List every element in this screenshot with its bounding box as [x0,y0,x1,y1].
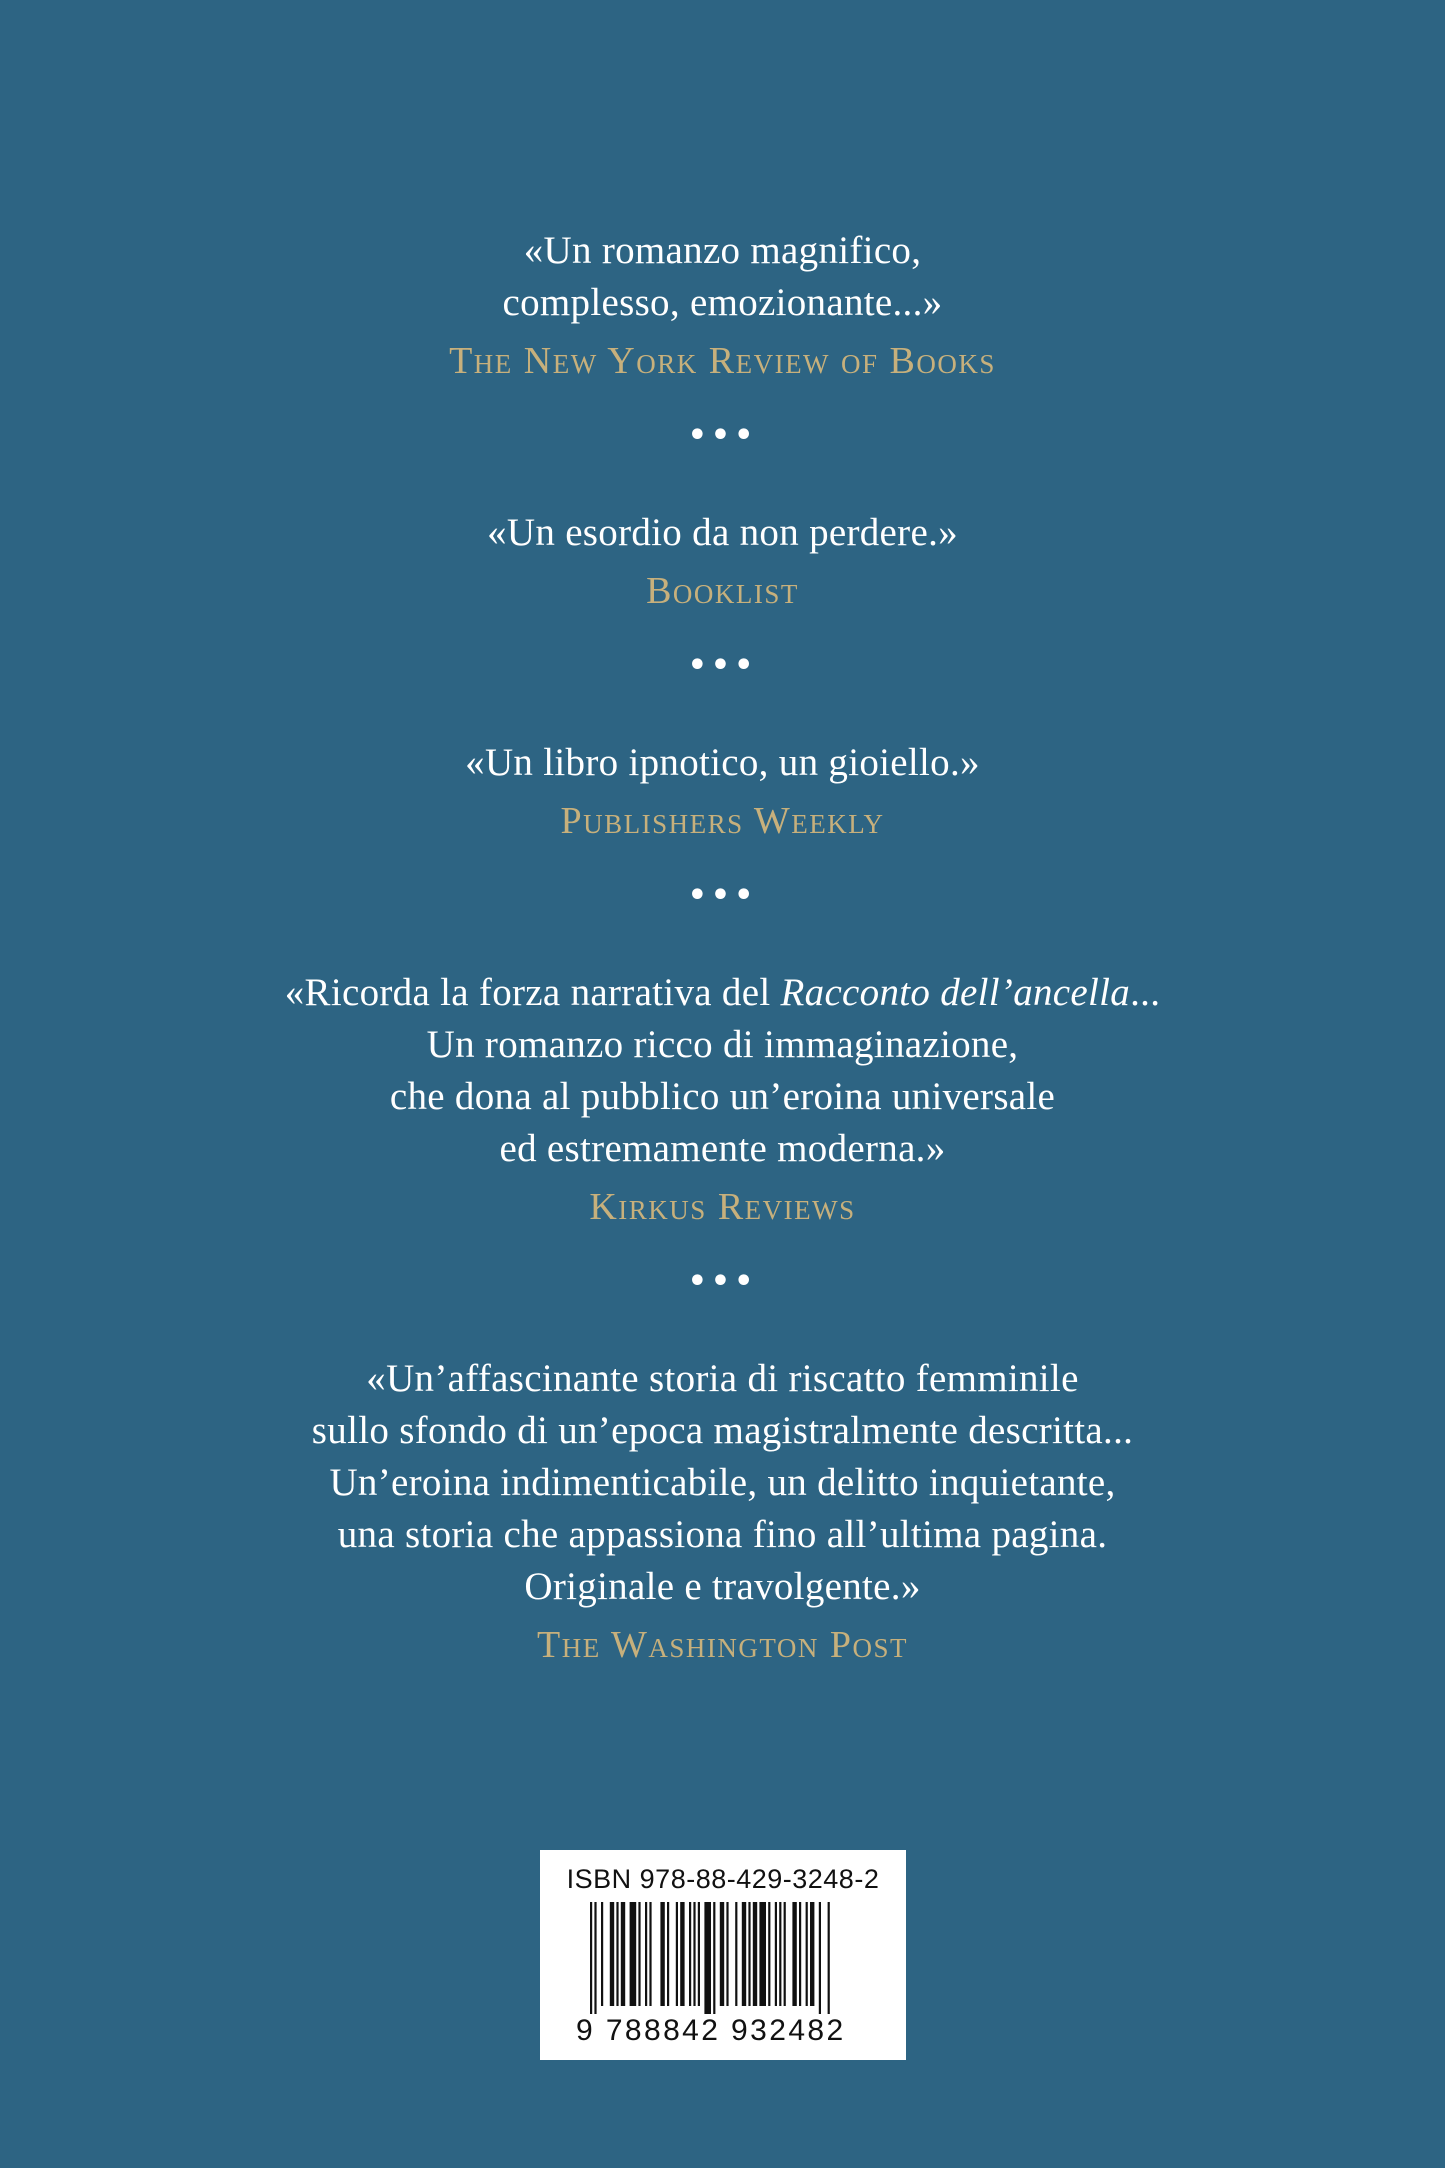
quote-line: una storia che appassiona fino all’ultima pagina. [337,1513,1108,1556]
quote-line-mixed [0,967,1445,1019]
barcode-bar [759,1902,766,2006]
quote-ellipsis: ... [1130,971,1161,1014]
quote-block-kirkus [0,967,1445,1233]
quote-line: «Un libro ipnotico, un gioiello.» [465,741,980,784]
barcode-bar [792,1902,796,2006]
barcode-bar [726,1902,728,2006]
quote-source: Publishers Weekly [560,800,885,842]
barcode-bar [601,1902,603,2006]
barcode-bar [784,1902,786,2006]
barcode-bar [676,1902,678,2006]
barcode-bar [828,1902,830,2014]
quote-source: Kirkus Reviews [589,1186,856,1228]
barcode-bar [742,1902,746,2006]
barcode-bar [748,1902,750,2006]
quote-line: «Un esordio da non perdere.» [487,511,958,554]
barcode-number: 9 788842 932482 [576,2014,846,2047]
barcode-bar [610,1902,614,2006]
isbn-barcode [540,1850,906,2060]
quote-block-publishers-weekly [0,737,1445,847]
separator-dots: ••• [687,1264,758,1299]
barcode-bar [806,1902,808,2006]
barcode-bar [638,1902,640,2006]
barcode-bar [735,1902,737,2006]
separator-dots: ••• [687,878,758,913]
barcode-bar [621,1902,625,2006]
isbn-label: ISBN 978-88-429-3248-2 [566,1864,880,1894]
barcode-bar [594,1902,596,2014]
barcode-bar [660,1902,664,2006]
barcode-bar [667,1902,669,2006]
barcode-bar [590,1902,592,2014]
barcode-bar [768,1902,770,2006]
barcode-bar [819,1902,821,2014]
barcode-bar [680,1902,684,2006]
barcode-bar [689,1902,691,2006]
barcode-bar [713,1902,715,2014]
separator-dots: ••• [687,418,758,453]
quote-source: Booklist [646,570,799,612]
quote-block-washington-post [0,1353,1445,1671]
quote-line: Un romanzo ricco di immaginazione, [426,1023,1019,1066]
quote-line: complesso, emozionante...» [502,281,943,324]
quote-line: che dona al pubblico un’eroina universale [389,1075,1056,1118]
barcode-bar [753,1902,757,2006]
quote-line: «Un’affascinante storia di riscatto femminile [366,1357,1079,1400]
quote-line: «Un romanzo magnifico, [523,229,922,272]
barcode-bars [590,1902,858,2014]
barcode-bar [645,1902,647,2006]
barcode-bar [810,1902,814,2006]
barcode-bar [698,1902,700,2006]
barcode-bar [775,1902,777,2006]
barcode-bar [799,1902,801,2006]
barcode-bar [649,1902,651,2006]
barcode-bar [616,1902,618,2006]
review-quotes [0,225,1445,1671]
quote-line: Un’eroina indimenticabile, un delitto inquietante, [329,1461,1116,1504]
quote-source: The New York Review of Books [449,340,996,382]
quote-line: ed estremamente moderna.» [499,1127,946,1170]
quote-line-start: «Ricorda la forza narrativa del [284,971,781,1014]
barcode-bar [779,1902,781,2006]
barcode-bar [630,1902,637,2006]
quote-block-booklist [0,507,1445,617]
barcode-bar [693,1902,695,2006]
barcode-bar [704,1902,711,2014]
quote-line: sullo sfondo di un’epoca magistralmente descritta... [311,1409,1134,1452]
quote-block-nyrb [0,225,1445,387]
book-title-italic: Racconto dell’ancella [780,971,1131,1014]
quote-source: The Washington Post [536,1624,909,1666]
barcode-bar [720,1902,724,2006]
separator-dots: ••• [687,648,758,683]
quote-line: Originale e travolgente.» [524,1565,921,1608]
